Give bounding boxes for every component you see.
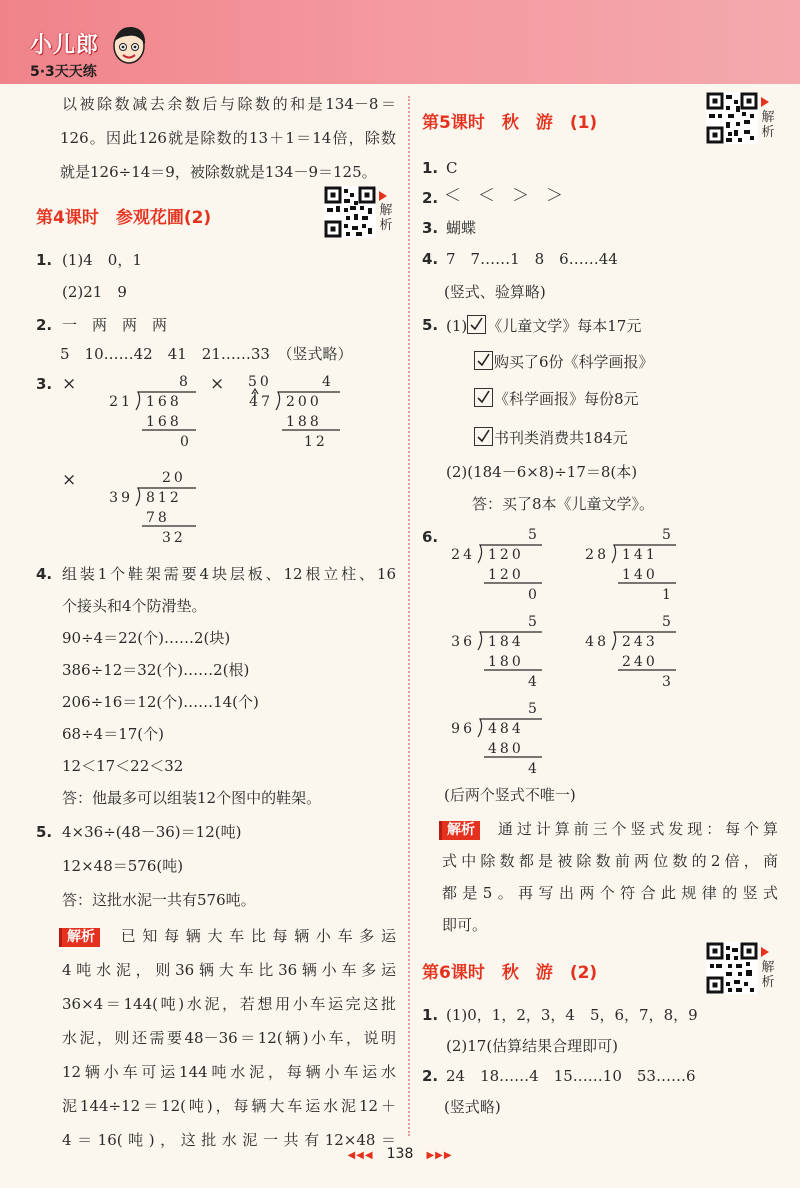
- dividend: 812: [146, 490, 182, 506]
- analysis-line: 水泥，则还需要48－36＝12(辆)小车，说明: [62, 1029, 396, 1047]
- answer-text: 答：他最多可以组装12个图中的鞋架。: [62, 789, 322, 807]
- question-number: 5.: [422, 316, 439, 334]
- intro-line: 以被除数减去余数后与除数的和是134－8＝: [62, 95, 396, 113]
- subtrahend: 188: [286, 414, 322, 430]
- question-number: 4.: [36, 565, 53, 583]
- dividend: 243: [622, 634, 658, 650]
- qr-code-icon[interactable]: [706, 92, 758, 144]
- right-arrows-icon: ▶▶▶: [426, 1150, 453, 1161]
- question-number: 2.: [422, 189, 439, 207]
- subtrahend: 78: [146, 510, 170, 526]
- brand-logo: [30, 28, 99, 81]
- question-number: 2.: [36, 316, 53, 334]
- answer-text: 12×48＝576(吨): [62, 857, 184, 875]
- play-icon: [379, 191, 387, 201]
- wrong-mark: ×: [210, 374, 225, 394]
- question-number: 3.: [36, 375, 53, 393]
- question-number: 4.: [422, 250, 439, 268]
- long-division: [100, 372, 200, 456]
- answer-text: 蝴蝶: [446, 219, 477, 237]
- analysis-text: 通过计算前三个竖式发现：每个算: [494, 820, 778, 838]
- correction-value: 50: [248, 374, 272, 390]
- column-divider: [408, 96, 410, 1136]
- question-number: 1.: [422, 159, 439, 177]
- analysis-line: 36×4＝144(吨)水泥，若想用小车运完这批: [62, 995, 396, 1013]
- answer-text: 组装1个鞋架需要4块层板、12根立柱、16: [62, 565, 396, 583]
- divisor: 24: [451, 547, 475, 563]
- answer-text: (2)17(估算结果合理即可): [446, 1037, 619, 1055]
- long-division: [576, 525, 686, 609]
- analysis-line: [62, 926, 396, 947]
- divisor: 96: [451, 721, 475, 737]
- analysis-line: 12辆小车可运144吨水泥，每辆小车运水: [62, 1063, 396, 1081]
- intro-line: 126。因此126就是除数的13＋1＝14倍，除数: [60, 129, 396, 147]
- answer-text: (1)0，1，2，3，4 5，6，7，8，9: [446, 1006, 698, 1024]
- analysis-tag: 解析: [442, 821, 480, 840]
- brand-name: 小儿郎: [30, 33, 100, 58]
- subtrahend: 240: [622, 654, 658, 670]
- question-number: 3.: [422, 219, 439, 237]
- answer-text: 12＜17＜22＜32: [62, 757, 184, 775]
- answer-text: ＜ ＜ ＞ ＞: [444, 186, 563, 206]
- quotient: 5: [528, 614, 540, 630]
- qr-label: 解析: [379, 203, 393, 233]
- header-bar: [0, 0, 800, 84]
- dividend: 141: [622, 547, 658, 563]
- part-label: (1): [446, 317, 468, 335]
- check-label: 书刊类消费共184元: [494, 429, 628, 447]
- question-number: 2.: [422, 1067, 439, 1085]
- analysis-line: 都是5。再写出两个符合此规律的竖式: [442, 884, 778, 902]
- analysis-line: [442, 819, 778, 840]
- page-footer: [0, 1143, 800, 1162]
- analysis-tag: 解析: [62, 928, 100, 947]
- quotient: 5: [662, 614, 674, 630]
- answer-text: 5 10……42 41 21……33 （竖式略）: [60, 345, 353, 363]
- quotient: 20: [162, 470, 186, 486]
- lesson-5-title: 第5课时 秋 游 (1): [422, 113, 598, 133]
- subtrahend: 480: [488, 741, 524, 757]
- question-number: 1.: [422, 1006, 439, 1024]
- answer-text: 68÷4＝17(个): [62, 725, 164, 743]
- page-number: 138: [386, 1146, 414, 1162]
- remainder: 3: [662, 674, 674, 690]
- long-division: [100, 468, 200, 552]
- analysis-line: 4吨水泥，则36辆大车比36辆小车多运: [62, 961, 396, 979]
- question-number: 6.: [422, 528, 439, 546]
- question-number: 5.: [36, 823, 53, 841]
- play-icon: [761, 947, 769, 957]
- question-number: 1.: [36, 251, 53, 269]
- checkbox-checked[interactable]: [474, 351, 493, 370]
- answer-text: (2)21 9: [62, 283, 127, 301]
- check-row: [474, 351, 654, 372]
- analysis-line: 即可。: [442, 916, 488, 934]
- long-division: [576, 612, 686, 696]
- divisor: 47: [249, 394, 273, 410]
- answer-text: 一 两 两 两: [62, 316, 168, 334]
- remainder: 4: [528, 761, 540, 777]
- check-icon: [475, 352, 492, 369]
- quotient: 8: [179, 374, 191, 390]
- subtrahend: 120: [488, 567, 524, 583]
- check-row: [474, 388, 639, 409]
- check-label: 购买了6份《科学画报》: [494, 353, 654, 371]
- dividend: 200: [286, 394, 322, 410]
- qr-code-icon[interactable]: [706, 942, 758, 994]
- remainder: 12: [304, 434, 328, 450]
- answer-note: (后两个竖式不唯一): [444, 786, 576, 804]
- quotient: 5: [662, 527, 674, 543]
- checkbox-checked[interactable]: [474, 388, 493, 407]
- checkbox-checked[interactable]: [467, 315, 486, 334]
- remainder: 4: [528, 674, 540, 690]
- answer-text: (2)(184－6×8)÷17＝8(本): [446, 463, 638, 481]
- check-icon: [475, 389, 492, 406]
- quotient: 5: [528, 527, 540, 543]
- check-icon: [468, 316, 485, 333]
- check-label: 《儿童文学》每本17元: [487, 317, 642, 335]
- analysis-text: 已知每辆大车比每辆小车多运: [114, 927, 396, 945]
- answer-text: 4×36÷(48－36)＝12(吨): [62, 823, 242, 841]
- intro-line: 就是126÷14＝9，被除数就是134－9＝125。: [60, 163, 377, 181]
- qr-code-icon[interactable]: [324, 186, 376, 238]
- dividend: 184: [488, 634, 524, 650]
- answer-note: (竖式略): [444, 1098, 501, 1116]
- answer-text: 答：这批水泥一共有576吨。: [62, 891, 256, 909]
- left-arrows-icon: ◀◀◀: [347, 1150, 374, 1161]
- remainder: 0: [528, 587, 540, 603]
- brand-subtitle: 5·3天天练: [30, 64, 97, 80]
- subtrahend: 168: [146, 414, 182, 430]
- answer-text: 90÷4＝22(个)……2(块): [62, 629, 231, 647]
- check-row: [474, 427, 628, 448]
- lesson-6-title: 第6课时 秋 游 (2): [422, 963, 598, 983]
- answer-text: 206÷16＝12(个)……14(个): [62, 693, 259, 711]
- subtrahend: 140: [622, 567, 658, 583]
- long-division: [442, 525, 552, 609]
- check-icon: [475, 428, 492, 445]
- remainder: 1: [662, 587, 674, 603]
- answer-text: 7 7……1 8 6……44: [446, 250, 618, 268]
- answer-text: (1)4 0，1: [62, 251, 142, 269]
- wrong-mark: ×: [62, 470, 77, 490]
- checkbox-checked[interactable]: [474, 427, 493, 446]
- lesson-4-title: 第4课时 参观花圃(2): [36, 208, 212, 228]
- wrong-mark: ×: [62, 374, 77, 394]
- divisor: 36: [451, 634, 475, 650]
- qr-label: 解析: [761, 960, 775, 990]
- remainder: 32: [162, 530, 186, 546]
- mascot-icon: [108, 22, 150, 70]
- answer-text: 答：买了8本《儿童文学》。: [472, 495, 655, 513]
- divisor: 39: [109, 490, 133, 506]
- dividend: 120: [488, 547, 524, 563]
- analysis-line: 式中除数都是被除数前两位数的2倍，商: [442, 852, 778, 870]
- answer-text: C: [446, 159, 458, 177]
- dividend: 484: [488, 721, 524, 737]
- quotient: 4: [322, 374, 334, 390]
- long-division: [442, 612, 552, 696]
- divisor: 48: [585, 634, 609, 650]
- qr-label: 解析: [761, 110, 775, 140]
- answer-text: 24 18……4 15……10 53……6: [446, 1067, 696, 1085]
- remainder: 0: [180, 434, 192, 450]
- quotient: 5: [528, 701, 540, 717]
- answer-text: 个接头和4个防滑垫。: [62, 597, 207, 615]
- divisor: 28: [585, 547, 609, 563]
- divisor: 21: [109, 394, 133, 410]
- dividend: 168: [146, 394, 182, 410]
- answer-text: 386÷12＝32(个)……2(根): [62, 661, 250, 679]
- check-row: [446, 315, 641, 336]
- subtrahend: 180: [488, 654, 524, 670]
- check-label: 《科学画报》每份8元: [494, 390, 639, 408]
- long-division: [442, 699, 552, 783]
- analysis-line: 4＝16(吨)，这批水泥一共有12×48＝: [62, 1131, 396, 1149]
- answer-note: (竖式、验算略): [444, 283, 546, 301]
- play-icon: [761, 97, 769, 107]
- analysis-line: 泥144÷12＝12(吨)，每辆大车运水泥12＋: [62, 1097, 396, 1115]
- long-division: [242, 372, 352, 456]
